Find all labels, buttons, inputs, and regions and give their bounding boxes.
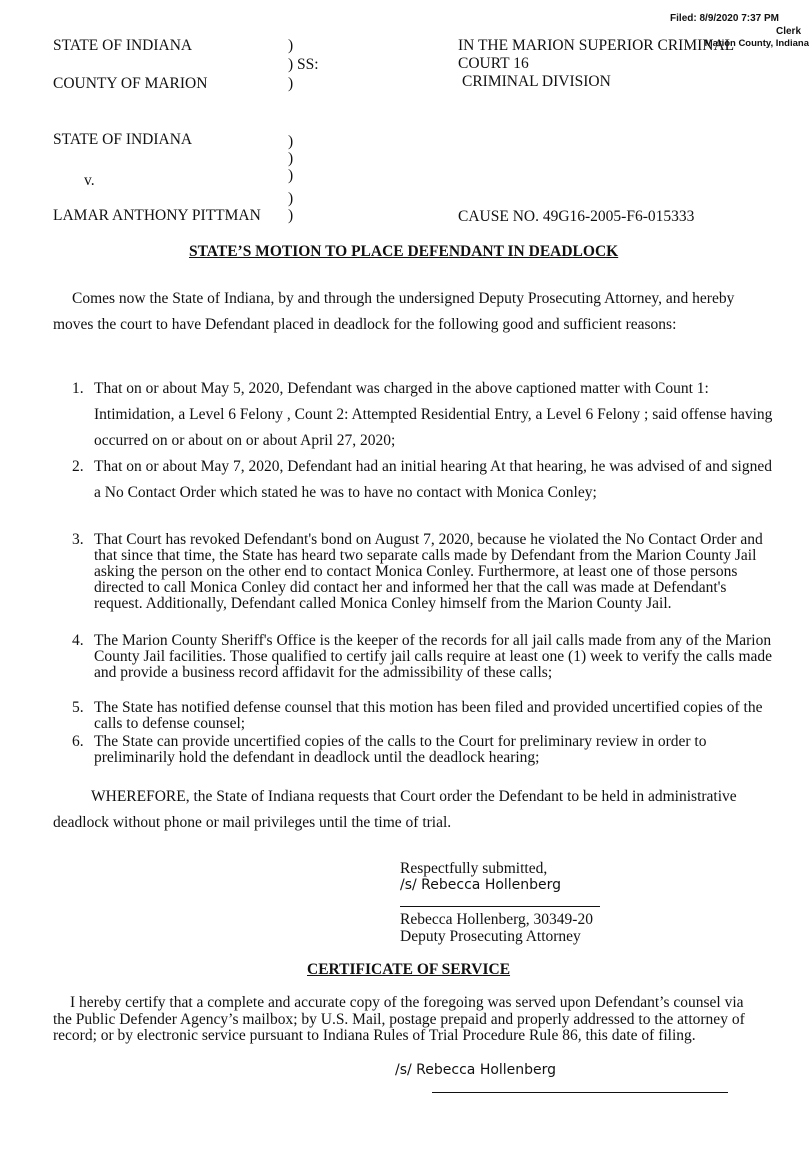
reason-text: That on or about May 5, 2020, Defendant was charged in the above captioned matter with Count 1: Intimidation, a Level 6 Felony , Count 2: Attempted Residential Entry, a Level 6 Felony ; said offense having occurred on or about on or about April 27, 2020;	[94, 380, 773, 449]
caption-paren: )	[288, 207, 294, 224]
caption-county: COUNTY OF MARION	[53, 75, 208, 92]
reason-text: That on or about May 7, 2020, Defendant had an initial hearing At that hearing, he was advised of and signed a No Contact Order which stated he was to have no contact with Monica Conley;	[94, 458, 772, 501]
certificate-signature-line	[432, 1092, 728, 1093]
reason-number: 6.	[72, 733, 84, 750]
signature-closing: Respectfully submitted,	[400, 860, 548, 877]
defendant-name: LAMAR ANTHONY PITTMAN	[53, 207, 261, 224]
caption-paren: )	[288, 37, 294, 54]
certificate-title: CERTIFICATE OF SERVICE	[307, 961, 511, 978]
clerk-stamp: Clerk	[775, 26, 801, 37]
wherefore-paragraph: WHEREFORE, the State of Indiana requests that Court order the Defendant to be held in administrative deadlock without phone or mail privileges until the time of trial.	[53, 788, 737, 831]
court-division: CRIMINAL DIVISION	[462, 73, 611, 90]
reason-text: The State has notified defense counsel that this motion has been filed and provided uncertified copies of the calls to defense counsel;	[94, 699, 763, 732]
caption-paren: )	[288, 167, 294, 184]
reason-number: 1.	[72, 380, 84, 397]
reason-text: The Marion County Sheriff's Office is the keeper of the records for all jail calls made from any of the Marion County Jail facilities. Those qualified to certify jail calls require at least one (1) week to verify the calls made and provide a business record affidavit for the admissibility of these calls;	[94, 632, 773, 681]
reason-text: That Court has revoked Defendant's bond on August 7, 2020, because he violated the No Contact Order and that since that time, the State has heard two separate calls made by Defendant from the Marion County Jail asking the person on the other end to contact Monica Conley. Furthermore, at least one of those persons directed to call Monica Conley did contact her and informed her that the call was made at Defendant's request. Additionally, Defendant called Monica Conley himself from the Marion County Jail.	[94, 531, 763, 612]
caption-paren: )	[288, 190, 294, 207]
court-number: COURT 16	[458, 55, 529, 72]
versus: v.	[84, 172, 95, 189]
reason-number: 5.	[72, 699, 84, 716]
signature-role: Deputy Prosecuting Attorney	[400, 928, 581, 945]
plaintiff-name: STATE OF INDIANA	[53, 131, 193, 148]
signature-name: Rebecca Hollenberg, 30349-20	[400, 911, 593, 928]
cause-number: CAUSE NO. 49G16-2005-F6-015333	[458, 208, 695, 225]
court-name: IN THE MARION SUPERIOR CRIMINAL	[458, 37, 735, 54]
reason-number: 2.	[72, 458, 84, 475]
county-stamp: Marion County, Indiana	[704, 38, 809, 49]
caption-ss: ) SS:	[288, 56, 319, 73]
signature-line	[400, 906, 600, 907]
intro-paragraph: Comes now the State of Indiana, by and through the undersigned Deputy Prosecuting Attorney, and hereby moves the court to have Defendant placed in deadlock for the following good and sufficient reasons:	[53, 290, 735, 333]
reason-number: 4.	[72, 632, 84, 649]
motion-title: STATE’S MOTION TO PLACE DEFENDANT IN DEADLOCK	[189, 243, 619, 260]
signature-esign: /s/ Rebecca Hollenberg	[400, 877, 562, 893]
caption-paren: )	[288, 75, 294, 92]
certificate-esign: /s/ Rebecca Hollenberg	[395, 1062, 557, 1078]
certificate-body: I hereby certify that a complete and accurate copy of the foregoing was served upon Defendant’s counsel via the Public Defender Agency’s mailbox; by U.S. Mail, postage prepaid and properly addressed to the attorney of record; or by electronic service pursuant to Indiana Rules of Trial Procedure Rule 86, this date of filing.	[53, 994, 745, 1044]
filed-stamp: Filed: 8/9/2020 7:37 PM	[670, 13, 779, 24]
caption-state: STATE OF INDIANA	[53, 37, 193, 54]
reason-number: 3.	[72, 531, 84, 548]
caption-paren: )	[288, 133, 294, 150]
caption-paren: )	[288, 150, 294, 167]
reason-text: The State can provide uncertified copies of the calls to the Court for preliminary review in order to preliminarily hold the defendant in deadlock until the deadlock hearing;	[94, 733, 707, 766]
